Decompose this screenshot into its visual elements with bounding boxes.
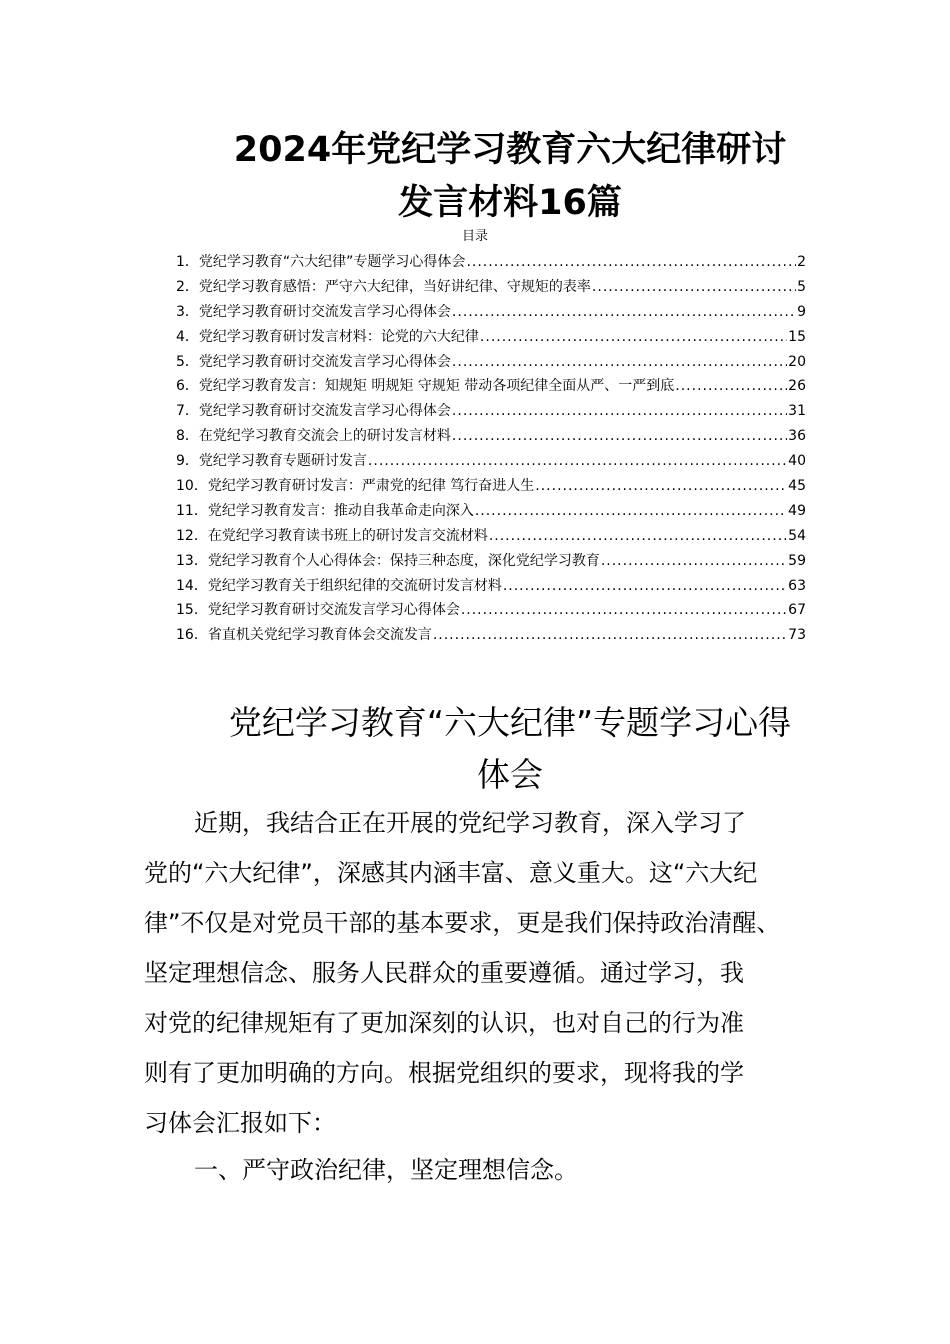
toc-entry-page: 36	[788, 428, 806, 445]
toc-leader-dots	[452, 424, 787, 449]
toc-entry-title: 党纪学习教育发言：知规矩 明规矩 守规矩 带动各项纪律全面从严、一严到底	[198, 378, 675, 395]
toc-entry[interactable]	[176, 275, 806, 300]
toc-entry-number: 7．	[176, 403, 199, 420]
toc-entry[interactable]	[176, 374, 806, 399]
paragraph-line: 律”不仅是对党员干部的基本要求，更是我们保持政治清醒、	[144, 909, 781, 937]
body-paragraph	[144, 798, 824, 1148]
toc-entry[interactable]	[176, 300, 806, 325]
toc-entry-number: 16．	[176, 627, 208, 644]
toc-entry-number: 12．	[176, 527, 208, 544]
toc-entry-title: 在党纪学习教育读书班上的研讨发言交流材料	[207, 527, 488, 544]
paragraph-line: 则有了更加明确的方向。根据党组织的要求，现将我的学	[144, 1059, 744, 1087]
toc-entry-page: 26	[788, 378, 806, 395]
toc-entry[interactable]	[176, 574, 806, 599]
toc-entry-title: 在党纪学习教育交流会上的研讨发言材料	[198, 428, 451, 445]
toc-entry-title: 省直机关党纪学习教育体会交流发言	[207, 627, 432, 644]
toc-entry[interactable]	[176, 325, 806, 350]
toc-entry-title: 党纪学习教育专题研讨发言	[198, 453, 367, 470]
toc-entry-number: 4．	[176, 328, 199, 345]
toc-entry[interactable]	[176, 399, 806, 424]
toc-leader-dots	[433, 623, 787, 648]
toc-entry-number: 6．	[176, 378, 199, 395]
toc-entry-title: 党纪学习教育发言：推动自我革命走向深入	[207, 502, 474, 519]
toc-leader-dots	[368, 449, 787, 474]
paragraph-line: 近期，我结合正在开展的党纪学习教育，深入学习了	[194, 809, 746, 837]
paragraph-line: 党的“六大纪律”，深感其内涵丰富、意义重大。这“六大纪	[144, 859, 758, 887]
toc-leader-dots	[535, 474, 787, 499]
toc-entry-page: 31	[788, 403, 806, 420]
toc-entry-number: 8．	[176, 428, 199, 445]
toc-entry-page: 2	[797, 254, 806, 270]
toc-entry-page: 49	[788, 502, 806, 519]
toc-leader-dots	[675, 374, 787, 399]
toc-entry-page: 15	[788, 328, 806, 345]
toc-entry-page: 9	[797, 303, 806, 320]
toc-entry-number: 5．	[176, 353, 199, 370]
toc-entry[interactable]	[176, 524, 806, 549]
toc-entry-page: 45	[788, 478, 806, 495]
toc-entry-title: 党纪学习教育感悟：严守六大纪律，当好讲纪律、守规矩的表率	[198, 278, 591, 295]
toc-entry[interactable]	[176, 474, 806, 499]
toc-leader-dots	[452, 350, 787, 375]
toc-entry-number: 10．	[176, 478, 208, 495]
document-title-line-2: 发言材料16篇	[398, 183, 622, 223]
toc-entry-page: 40	[788, 453, 806, 470]
toc-entry-number: 14．	[176, 577, 208, 594]
toc-entry-title: 党纪学习教育关于组织纪律的交流研讨发言材料	[207, 577, 502, 594]
toc-entry-number: 13．	[176, 552, 208, 569]
toc-entry[interactable]	[176, 549, 806, 574]
toc-leader-dots	[452, 300, 796, 325]
document-title-line-1: 2024年党纪学习教育六大纪律研讨	[233, 130, 787, 170]
toc-leader-dots	[461, 598, 787, 623]
toc-entry-title: 党纪学习教育研讨发言：严肃党的纪律 笃行奋进人生	[207, 478, 535, 495]
toc-entry-title: 党纪学习教育研讨交流发言学习心得体会	[198, 353, 451, 370]
toc-entry-page: 20	[788, 353, 806, 370]
toc-leader-dots	[466, 250, 796, 275]
toc-leader-dots	[452, 399, 787, 424]
toc-entry[interactable]	[176, 424, 806, 449]
toc-entry-page: 54	[788, 527, 806, 544]
table-of-contents	[176, 250, 806, 648]
section-title-line-1: 党纪学习教育“六大纪律”专题学习心得	[228, 703, 792, 742]
toc-entry[interactable]	[176, 449, 806, 474]
toc-entry-number: 15．	[176, 602, 208, 619]
toc-heading: 目录	[461, 229, 488, 244]
paragraph-line: 对党的纪律规矩有了更加深刻的认识，也对自己的行为准	[144, 1009, 744, 1037]
paragraph-line: 坚定理想信念、服务人民群众的重要遵循。通过学习，我	[144, 959, 744, 987]
toc-entry[interactable]	[176, 250, 806, 275]
toc-entry[interactable]	[176, 623, 806, 648]
subheading: 一、严守政治纪律，坚定理想信念。	[194, 1156, 578, 1184]
toc-entry-title: 党纪学习教育个人心得体会：保持三种态度，深化党纪学习教育	[207, 552, 600, 569]
toc-entry-page: 5	[797, 278, 806, 295]
toc-entry[interactable]	[176, 598, 806, 623]
toc-leader-dots	[489, 524, 787, 549]
toc-leader-dots	[503, 574, 787, 599]
toc-entry-title: 党纪学习教育研讨交流发言学习心得体会	[198, 303, 451, 320]
toc-entry-page: 73	[788, 627, 806, 644]
toc-entry-number: 11．	[176, 502, 208, 519]
toc-entry-title: 党纪学习教育研讨发言材料：论党的六大纪律	[198, 328, 479, 345]
paragraph-line: 习体会汇报如下：	[144, 1109, 336, 1137]
toc-entry-number: 2．	[176, 278, 199, 295]
toc-entry-number: 9．	[176, 453, 199, 470]
toc-entry-number: 1．	[176, 254, 199, 270]
toc-entry-page: 67	[788, 602, 806, 619]
toc-entry-title: 党纪学习教育研讨交流发言学习心得体会	[207, 602, 460, 619]
toc-entry-page: 59	[788, 552, 806, 569]
toc-entry[interactable]	[176, 350, 806, 375]
toc-leader-dots	[592, 275, 796, 300]
toc-entry-page: 63	[788, 577, 806, 594]
toc-leader-dots	[475, 499, 787, 524]
toc-leader-dots	[601, 549, 787, 574]
toc-entry-number: 3．	[176, 303, 199, 320]
section-title-line-2: 体会	[477, 755, 543, 794]
toc-entry[interactable]	[176, 499, 806, 524]
toc-entry-title: 党纪学习教育研讨交流发言学习心得体会	[198, 403, 451, 420]
toc-leader-dots	[480, 325, 787, 350]
toc-entry-title: 党纪学习教育“六大纪律”专题学习心得体会	[198, 254, 466, 270]
